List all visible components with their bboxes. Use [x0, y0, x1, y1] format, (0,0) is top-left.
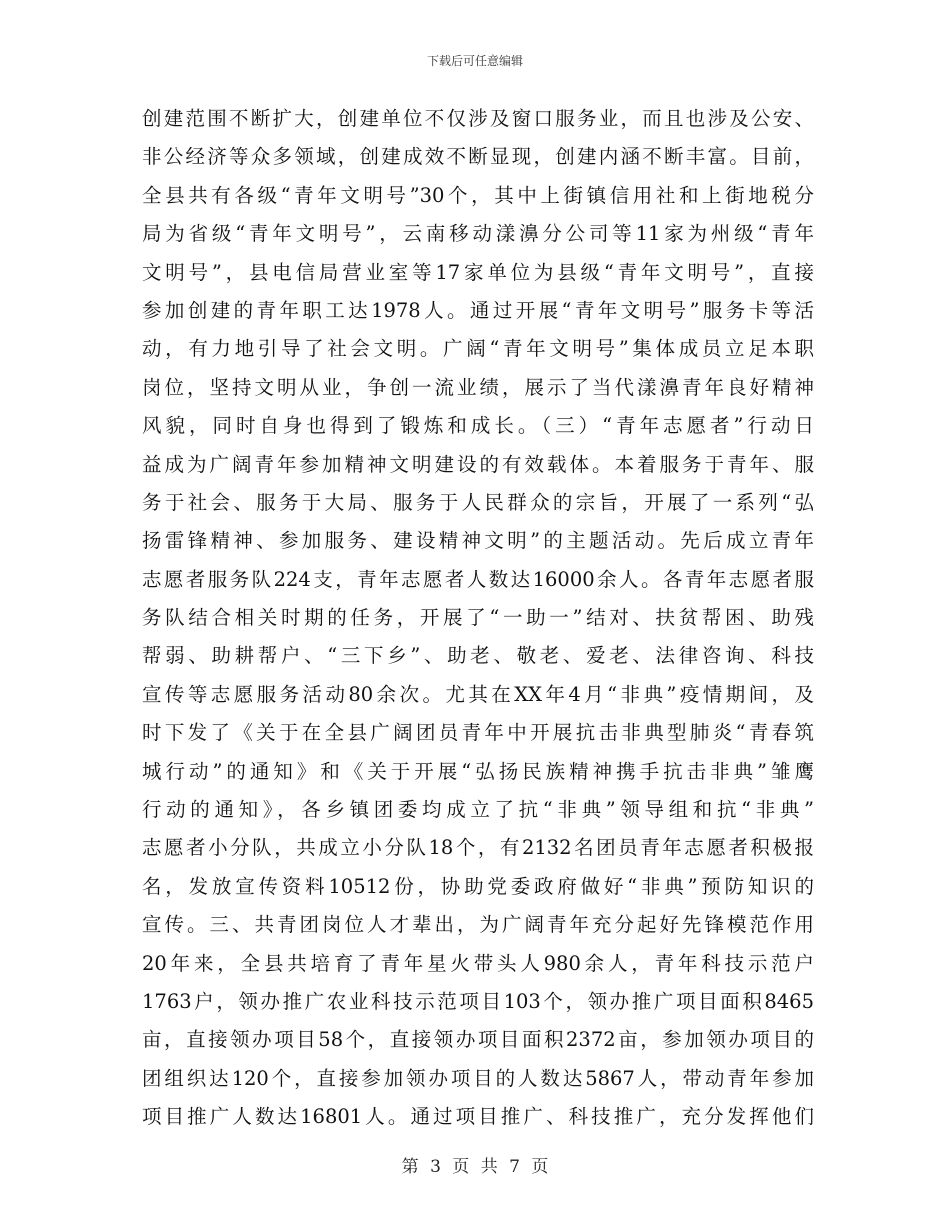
body-line: 1763户，领办推广农业科技示范项目103个，领办推广项目面积8465 — [142, 989, 814, 1013]
body-line: 志愿者小分队，共成立小分队18个，有2132名团员青年志愿者积极报 — [142, 836, 814, 860]
page-number-footer: 第 3 页 共 7 页 — [401, 1157, 549, 1177]
body-line: 帮弱、助耕帮户、“三下乡”、助老、敬老、爱老、法律咨询、科技 — [142, 644, 814, 668]
body-line: 动，有力地引导了社会文明。广阔“青年文明号”集体成员立足本职 — [142, 337, 814, 361]
page-header-note: 下载后可任意编辑 — [426, 54, 523, 68]
body-line: 时下发了《关于在全县广阔团员青年中开展抗击非典型肺炎“青春筑 — [142, 721, 814, 745]
body-line: 名，发放宣传资料10512份，协助党委政府做好“非典”预防知识的 — [142, 874, 814, 898]
body-line: 文明号”，县电信局营业室等17家单位为县级“青年文明号”，直接 — [142, 260, 814, 284]
body-line: 城行动”的通知》和《关于开展“弘扬民族精神携手抗击非典”雏鹰 — [142, 759, 814, 783]
body-line: 非公经济等众多领域，创建成效不断显现，创建内涵不断丰富。目前， — [142, 145, 814, 169]
body-line: 益成为广阔青年参加精神文明建设的有效载体。本着服务于青年、服 — [142, 452, 814, 476]
body-line: 岗位，坚持文明从业，争创一流业绩，展示了当代漾濞青年良好精神 — [142, 375, 814, 399]
body-line: 风貌，同时自身也得到了锻炼和成长。（三）“青年志愿者”行动日 — [142, 414, 814, 438]
body-line: 宣传。三、共青团岗位人才辈出，为广阔青年充分起好先锋模范作用 — [142, 913, 814, 937]
body-line: 务队结合相关时期的任务，开展了“一助一”结对、扶贫帮困、助残 — [142, 606, 814, 630]
body-line: 全县共有各级“青年文明号”30个，其中上街镇信用社和上街地税分 — [142, 183, 814, 207]
body-line: 参加创建的青年职工达1978人。通过开展“青年文明号”服务卡等活 — [142, 298, 814, 322]
body-line: 志愿者服务队224支，青年志愿者人数达16000余人。各青年志愿者服 — [142, 567, 814, 591]
body-line: 项目推广人数达16801人。通过项目推广、科技推广，充分发挥他们 — [142, 1105, 814, 1129]
body-line: 行动的通知》，各乡镇团委均成立了抗“非典”领导组和抗“非典” — [142, 798, 814, 822]
body-line: 20年来，全县共培育了青年星火带头人980余人，青年科技示范户 — [142, 951, 814, 975]
body-line: 务于社会、服务于大局、服务于人民群众的宗旨，开展了一系列“弘 — [142, 490, 814, 514]
document-body — [142, 100, 814, 1137]
body-line: 团组织达120个，直接参加领办项目的人数达5867人，带动青年参加 — [142, 1066, 814, 1090]
body-line: 创建范围不断扩大，创建单位不仅涉及窗口服务业，而且也涉及公安、 — [142, 107, 814, 130]
body-line: 宣传等志愿服务活动80余次。尤其在XX年4月“非典”疫情期间，及 — [142, 682, 814, 706]
body-line: 亩，直接领办项目58个，直接领办项目面积2372亩，参加领办项目的 — [142, 1028, 814, 1052]
body-line: 局为省级“青年文明号”，云南移动漾濞分公司等11家为州级“青年 — [142, 222, 814, 246]
body-line: 扬雷锋精神、参加服务、建设精神文明”的主题活动。先后成立青年 — [142, 529, 814, 553]
